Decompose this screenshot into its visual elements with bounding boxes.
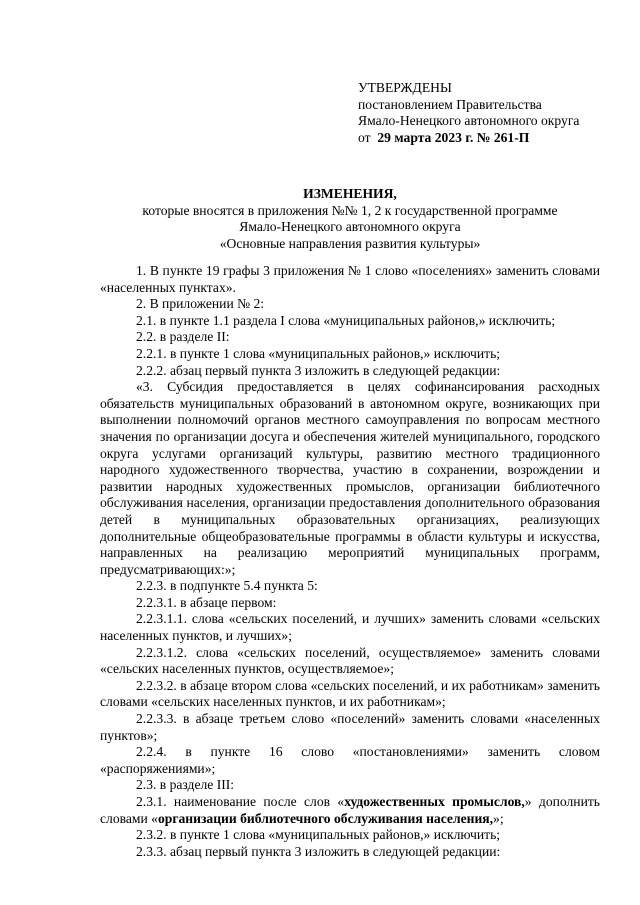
- document-title: ИЗМЕНЕНИЯ,: [303, 186, 397, 201]
- approval-stamp: [358, 80, 618, 146]
- document-subtitle-2: Ямало-Ненецкого автономного округа: [239, 219, 461, 235]
- paragraph: 2.2.3.1. в абзаце первом:: [136, 594, 277, 610]
- paragraph: 2.2. в разделе II:: [136, 329, 230, 345]
- text-run: 2.3.1. наименование после слов «: [136, 794, 345, 809]
- paragraph: «3. Субсидия предоставляется в целях софинансирования расходных обязательств муниципальных образований в автономном округе, возникающих при выполнении полномочий органов местного самоуправления по вопросам местного значения по организации досуга и обеспечения жителей муниципального, городского округа услугами организаций культуры, развитию местного традиционного народного художественного творчества, участию в сохранении, возрождении и развитии народных художественных промыслов, организации библиотечного обслуживания населения, организации предоставления дополнительного образования детей в муниципальных образовательных организациях, реализующих дополнительные общеобразовательные программы в области культуры и искусства, направленных на реализацию мероприятий муниципальных программ, предусматривающих:»;: [100, 379, 600, 577]
- paragraph: 2. В приложении № 2:: [136, 296, 265, 312]
- paragraph: 2.2.3.2. в абзаце втором слова «сельских поселений, и их работникам» заменить словами «сельских населенных пунктов, и их работникам»;: [100, 677, 600, 710]
- paragraph: 2.3.3. абзац первый пункта 3 изложить в следующей редакции:: [136, 843, 501, 859]
- approval-date-prefix: от: [358, 129, 371, 145]
- paragraph: 2.2.3. в подпункте 5.4 пункта 5:: [136, 578, 318, 594]
- approval-date-value: 29 марта 2023 г. № 261-П: [377, 129, 530, 145]
- paragraph: 1. В пункте 19 графы 3 приложения № 1 слово «поселениях» заменить словами «населенных пунктах».: [100, 263, 600, 295]
- bold-text-run: художественных промыслов,: [344, 794, 525, 809]
- paragraph: 2.3. в разделе III:: [136, 777, 235, 793]
- approval-date: [358, 130, 618, 147]
- paragraph: 2.2.2. абзац первый пункта 3 изложить в следующей редакции:: [136, 362, 501, 378]
- paragraph: 2.1. в пункте 1.1 раздела I слова «муниципальных районов,» исключить;: [136, 312, 556, 328]
- document-subtitle-3: «Основные направления развития культуры»: [219, 235, 481, 251]
- paragraph: 2.2.3.3. в абзаце третьем слово «поселений» заменить словами «населенных пунктов»;: [100, 711, 600, 743]
- approval-line-2: Ямало-Ненецкого автономного округа: [358, 113, 580, 129]
- approval-heading: УТВЕРЖДЕНЫ: [358, 80, 452, 95]
- bold-text-run: организации библиотечного обслуживания населения,: [157, 810, 494, 826]
- document-body: [100, 263, 600, 860]
- paragraph: 2.2.3.1.2. слова «сельских поселений, осуществляемое» заменить словами «сельских населенных пунктов, осуществляемое»;: [100, 644, 600, 677]
- paragraph: 2.3.2. в пункте 1 слова «муниципальных районов,» исключить;: [136, 827, 501, 843]
- paragraph: 2.2.1. в пункте 1 слова «муниципальных районов,» исключить;: [136, 345, 501, 361]
- document-subtitle-1: которые вносятся в приложения №№ 1, 2 к государственной программе: [142, 202, 558, 218]
- document-title-block: [100, 186, 600, 252]
- paragraph: 2.2.3.1.1. слова «сельских поселений, и лучших» заменить словами «сельских населенных пунктов, и лучших»;: [100, 611, 600, 644]
- paragraph: [100, 794, 600, 827]
- approval-line-1: постановлением Правительства: [358, 96, 542, 112]
- text-run: » дополнить словами «: [100, 794, 600, 826]
- paragraph: 2.2.4. в пункте 16 слово «постановлениями» заменить словом «распоряжениями»;: [100, 744, 600, 776]
- text-run: »;: [493, 810, 504, 826]
